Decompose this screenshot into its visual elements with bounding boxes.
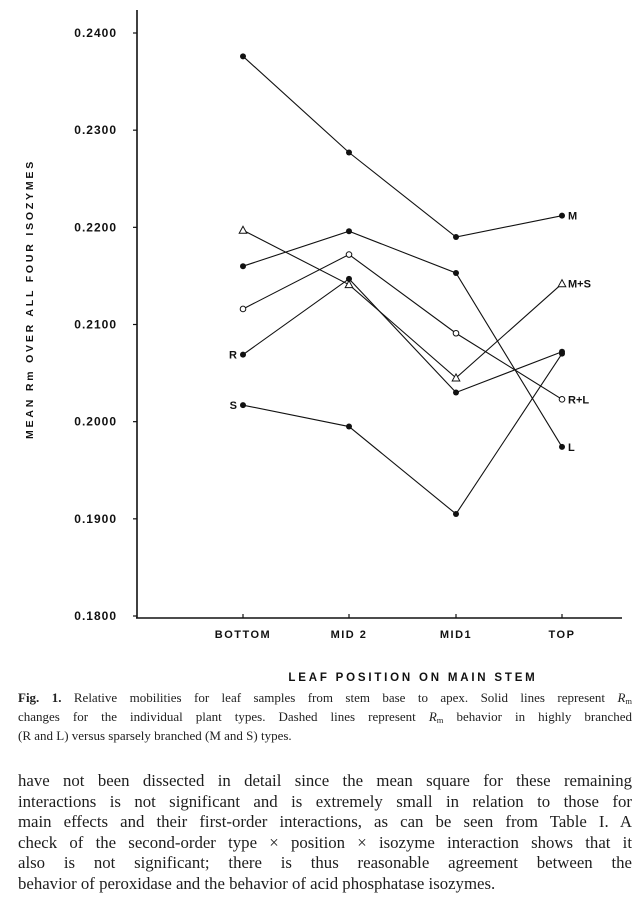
series-r-plus-l — [240, 252, 589, 407]
series-line — [243, 56, 562, 237]
figure-caption — [18, 688, 632, 745]
data-point — [453, 511, 459, 517]
body-line: behavior of peroxidase and the behavior of acid phosphatase isozymes. — [18, 873, 496, 893]
x-tick-label: MID 2 — [330, 629, 368, 641]
data-point — [559, 351, 565, 357]
body-line: interactions is not significant and is extremely small in relation to those for — [18, 791, 632, 811]
data-point — [346, 252, 352, 258]
caption-text-3: (R and L) versus sparsely branched (M and S) types. — [18, 728, 292, 743]
rm-subscript: m — [436, 715, 444, 725]
data-point — [240, 352, 246, 358]
series-r — [229, 276, 565, 396]
series-label: R — [229, 349, 237, 362]
y-tick-label: 0.2300 — [74, 123, 117, 138]
body-line: have not been dissected in detail since the mean square for these remaining — [18, 771, 632, 790]
series-line — [243, 354, 562, 514]
y-tick-label: 0.1800 — [74, 609, 117, 623]
data-point — [453, 270, 459, 276]
y-ticks — [74, 26, 137, 623]
series-label: M — [568, 210, 578, 223]
series-s — [230, 351, 565, 517]
data-point — [240, 402, 246, 408]
data-point — [559, 397, 565, 403]
data-point — [346, 150, 352, 156]
y-tick-label: 0.2400 — [74, 26, 117, 40]
data-point — [240, 306, 246, 312]
data-point — [346, 228, 352, 234]
data-point — [559, 213, 565, 219]
data-point — [559, 444, 565, 450]
data-point — [453, 234, 459, 240]
caption-text-2b: behavior in highly branched — [456, 709, 632, 724]
x-axis-title: LEAF POSITION ON MAIN STEM — [288, 672, 538, 684]
data-point — [453, 330, 459, 336]
data-point — [346, 424, 352, 430]
body-paragraph — [18, 771, 632, 895]
data-point — [240, 263, 246, 269]
series-line — [243, 279, 562, 393]
data-point — [558, 280, 566, 287]
x-tick-label: BOTTOM — [214, 629, 272, 641]
rm-symbol: R — [428, 709, 437, 724]
caption-text-2a: changes for the individual plant types. Dashed lines represent — [18, 709, 416, 724]
caption-line-2 — [18, 707, 632, 726]
body-line: check of the second-order type × position × isozyme interaction shows that it — [18, 832, 632, 852]
rm-symbol: R — [617, 690, 626, 705]
x-tick-label: TOP — [548, 629, 576, 641]
series-label: R+L — [568, 394, 590, 407]
data-point — [240, 53, 246, 59]
series-label: S — [229, 400, 237, 413]
body-line: main effects and their first-order interactions, as can be seen from Table I. A — [18, 812, 632, 832]
x-tick-label: MID1 — [439, 629, 473, 641]
y-tick-label: 0.2200 — [74, 220, 117, 235]
data-point — [239, 226, 247, 233]
y-tick-label: 0.2000 — [74, 414, 117, 429]
series-m — [240, 53, 577, 240]
series-label: L — [568, 441, 575, 454]
caption-text-1: Relative mobilities for leaf samples from stem base to apex. Solid lines represent — [73, 690, 606, 705]
y-axis-title: MEAN Rm OVER ALL FOUR ISOZYMES — [24, 158, 36, 440]
figure-label: Fig. 1. — [18, 690, 62, 705]
series-layer — [229, 53, 591, 517]
body-line: also is not significant; there is thus reasonable agreement between the — [18, 853, 632, 873]
caption-line-1 — [18, 688, 632, 707]
caption-line-3 — [18, 726, 632, 745]
data-point — [453, 390, 459, 396]
rm-subscript: m — [625, 696, 632, 706]
y-tick-label: 0.2100 — [74, 317, 117, 332]
y-tick-label: 0.1900 — [74, 511, 117, 526]
data-point — [346, 276, 352, 282]
series-label: M+S — [568, 278, 591, 291]
